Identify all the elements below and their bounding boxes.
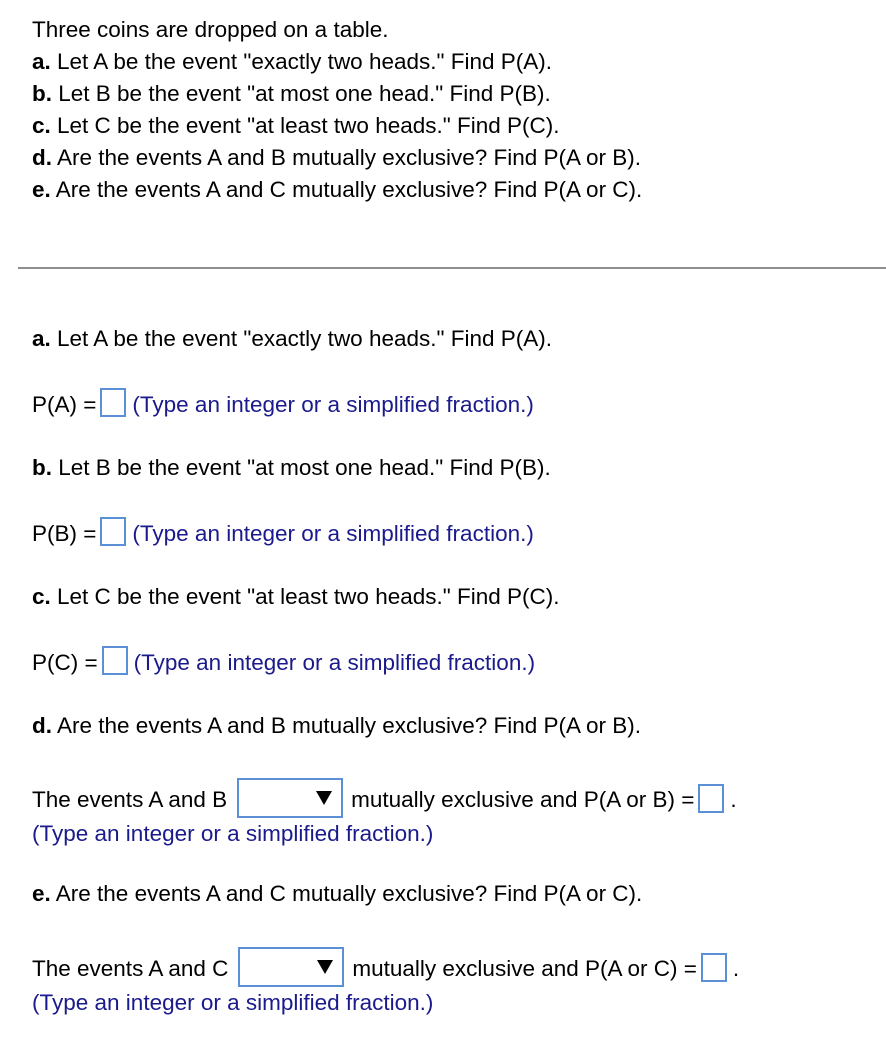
answer-hint: (Type an integer or a simplified fraction.)	[132, 391, 534, 417]
part-letter: e.	[32, 177, 51, 202]
part-letter: c.	[32, 113, 51, 138]
answer-row-b	[32, 519, 534, 548]
problem-intro: Three coins are dropped on a table.	[32, 17, 389, 42]
answer-middle: mutually exclusive and P(A or C) =	[352, 956, 697, 981]
part-letter: a.	[32, 49, 51, 74]
answer-suffix: .	[732, 956, 740, 981]
part-text: Are the events A and B mutually exclusive? Find P(A or B).	[52, 145, 642, 170]
answer-label: P(A) =	[32, 391, 97, 417]
answer-hint: (Type an integer or a simplified fraction.)	[133, 649, 536, 675]
answer-row-e	[32, 949, 739, 989]
question-d	[32, 712, 641, 740]
answer-hint-e: (Type an integer or a simplified fraction.)	[32, 990, 434, 1015]
problem-part-e	[32, 176, 642, 204]
question-letter: a.	[32, 326, 51, 351]
answer-hint: (Type an integer or a simplified fraction.)	[132, 520, 534, 546]
problem-part-b	[32, 80, 551, 108]
question-letter: d.	[32, 713, 52, 738]
question-letter: b.	[32, 455, 52, 480]
question-text: Are the events A and C mutually exclusive? Find P(A or C).	[50, 881, 643, 906]
question-e	[32, 880, 642, 908]
answer-prefix: The events A and C	[32, 956, 229, 981]
answer-suffix: .	[730, 787, 737, 812]
answer-row-c	[32, 648, 535, 677]
part-text: Are the events A and C mutually exclusive? Find P(A or C).	[50, 177, 643, 202]
question-c	[32, 583, 560, 611]
answer-label: P(C) =	[32, 649, 98, 675]
part-text: Let A be the event "exactly two heads." Find P(A).	[50, 49, 553, 74]
triangle-down-icon	[315, 790, 333, 806]
problem-part-d	[32, 144, 641, 172]
part-letter: b.	[32, 81, 52, 106]
p-b-answer-input[interactable]	[100, 517, 126, 546]
part-text: Let C be the event "at least two heads." Find P(C).	[50, 113, 560, 138]
answer-row-d	[32, 780, 737, 820]
answer-label: P(B) =	[32, 520, 97, 546]
p-c-answer-input[interactable]	[102, 646, 128, 675]
section-divider	[18, 267, 886, 269]
triangle-down-icon	[316, 959, 334, 975]
question-text: Let A be the event "exactly two heads." Find P(A).	[50, 326, 553, 351]
part-letter: d.	[32, 145, 52, 170]
question-letter: e.	[32, 881, 51, 906]
answer-row-a	[32, 390, 534, 419]
question-a	[32, 325, 552, 353]
p-a-or-c-answer-input[interactable]	[701, 953, 727, 982]
p-a-or-b-answer-input[interactable]	[698, 784, 724, 813]
part-text: Let B be the event "at most one head." Find P(B).	[52, 81, 551, 106]
question-b	[32, 454, 551, 482]
p-a-answer-input[interactable]	[100, 388, 126, 417]
mutually-exclusive-dropdown-e[interactable]	[238, 947, 344, 987]
question-letter: c.	[32, 584, 51, 609]
answer-hint-d: (Type an integer or a simplified fraction.)	[32, 821, 434, 846]
answer-middle: mutually exclusive and P(A or B) =	[351, 787, 695, 812]
question-text: Let C be the event "at least two heads." Find P(C).	[50, 584, 560, 609]
question-text: Are the events A and B mutually exclusive? Find P(A or B).	[52, 713, 642, 738]
mutually-exclusive-dropdown-d[interactable]	[237, 778, 343, 818]
problem-part-a	[32, 48, 552, 76]
answer-prefix: The events A and B	[32, 787, 228, 812]
problem-part-c	[32, 112, 560, 140]
question-text: Let B be the event "at most one head." Find P(B).	[52, 455, 551, 480]
